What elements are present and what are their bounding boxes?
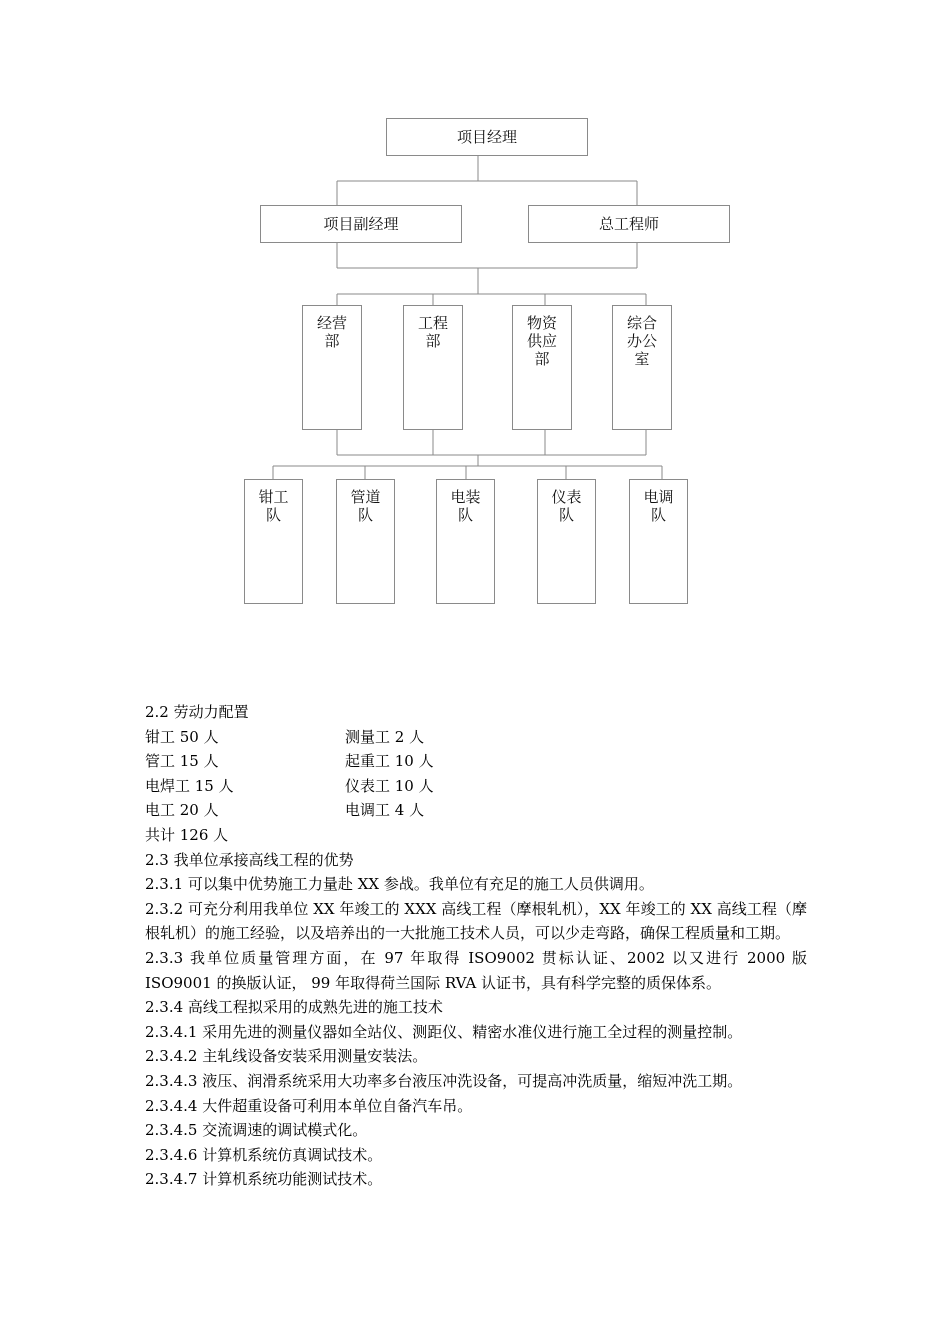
- labor-cell: 钳工 50 人: [145, 727, 219, 746]
- org-box-instrument-team: [537, 479, 596, 604]
- org-box-label: 电装队: [450, 488, 481, 524]
- labor-cell: 仪表工 10 人: [345, 776, 434, 795]
- list-item: 2.3.4.7 计算机系统功能测试技术。: [145, 1170, 383, 1189]
- org-box-label: 钳工队: [258, 488, 289, 524]
- org-box-engineering-dept: [403, 305, 463, 430]
- paragraph: 2.3.2 可充分利用我单位 XX 年竣工的 XXX 高线工程（摩根轧机），XX 年竣工的 XX 高线工程（摩根轧机）的施工经验，以及培养出的一大批施工技术人员，可以少走弯路，确保工程质量和工期。: [145, 899, 807, 943]
- org-box-label: 总工程师: [598, 215, 659, 233]
- org-box-electrical-debug-team: [629, 479, 688, 604]
- org-box-chief-engineer: [528, 205, 730, 243]
- labor-total: 共计 126 人: [145, 825, 229, 844]
- org-box-deputy-manager: [260, 205, 462, 243]
- list-item: 2.3.4.4 大件超重设备可利用本单位自备汽车吊。: [145, 1096, 473, 1115]
- list-item: 2.3.4.1 采用先进的测量仪器如全站仪、测距仪、精密水准仪进行施工全过程的测量控制。: [145, 1022, 743, 1041]
- org-box-label: 项目经理: [456, 128, 517, 146]
- labor-row: [145, 725, 807, 750]
- labor-row: [145, 749, 807, 774]
- paragraph: 2.3.3 我单位质量管理方面，在 97 年取得 ISO9002 贯标认证、2002 以又进行 2000 版 ISO9001 的换版认证， 99 年取得荷兰国际 RVA 认证书，具有科学完整的质保体系。: [145, 948, 807, 992]
- org-chart: [0, 0, 950, 640]
- labor-row: [145, 774, 807, 799]
- org-box-pipe-team: [336, 479, 395, 604]
- org-box-label: 电调队: [643, 488, 674, 524]
- document-body: [145, 700, 807, 1192]
- org-box-label: 项目副经理: [323, 215, 399, 233]
- paragraph: 2.3.1 可以集中优势施工力量赴 XX 参战。我单位有充足的施工人员供调用。: [145, 875, 654, 894]
- labor-cell: 电焊工 15 人: [145, 776, 234, 795]
- org-box-general-office: [612, 305, 672, 430]
- org-box-label: 经营部: [316, 314, 347, 350]
- org-box-label: 管道队: [350, 488, 381, 524]
- org-box-fitter-team: [244, 479, 303, 604]
- org-box-electrical-install-team: [436, 479, 495, 604]
- list-item: 2.3.4.3 液压、润滑系统采用大功率多台液压冲洗设备，可提高冲洗质量，缩短冲洗工期。: [145, 1071, 743, 1090]
- labor-cell: 起重工 10 人: [345, 752, 434, 771]
- paragraph: 2.3.4 高线工程拟采用的成熟先进的施工技术: [145, 998, 443, 1017]
- list-item: 2.3.4.5 交流调速的调试模式化。: [145, 1121, 368, 1140]
- labor-row: [145, 798, 807, 823]
- org-box-project-manager: [386, 118, 588, 156]
- labor-cell: 测量工 2 人: [345, 727, 425, 746]
- org-box-business-dept: [302, 305, 362, 430]
- org-box-supply-dept: [512, 305, 572, 430]
- list-item: 2.3.4.6 计算机系统仿真调试技术。: [145, 1145, 383, 1164]
- section-heading: 2.3 我单位承接高线工程的优势: [145, 850, 354, 869]
- list-item: 2.3.4.2 主轧线设备安装采用测量安装法。: [145, 1047, 428, 1066]
- section-heading: 2.2 劳动力配置: [145, 703, 249, 721]
- labor-cell: 管工 15 人: [145, 752, 219, 771]
- org-box-label: 物资供应部: [526, 314, 557, 368]
- org-box-label: 工程部: [417, 314, 448, 350]
- labor-cell: 电调工 4 人: [345, 801, 425, 820]
- labor-cell: 电工 20 人: [145, 801, 219, 820]
- org-box-label: 仪表队: [551, 488, 582, 524]
- org-box-label: 综合办公室: [626, 314, 657, 368]
